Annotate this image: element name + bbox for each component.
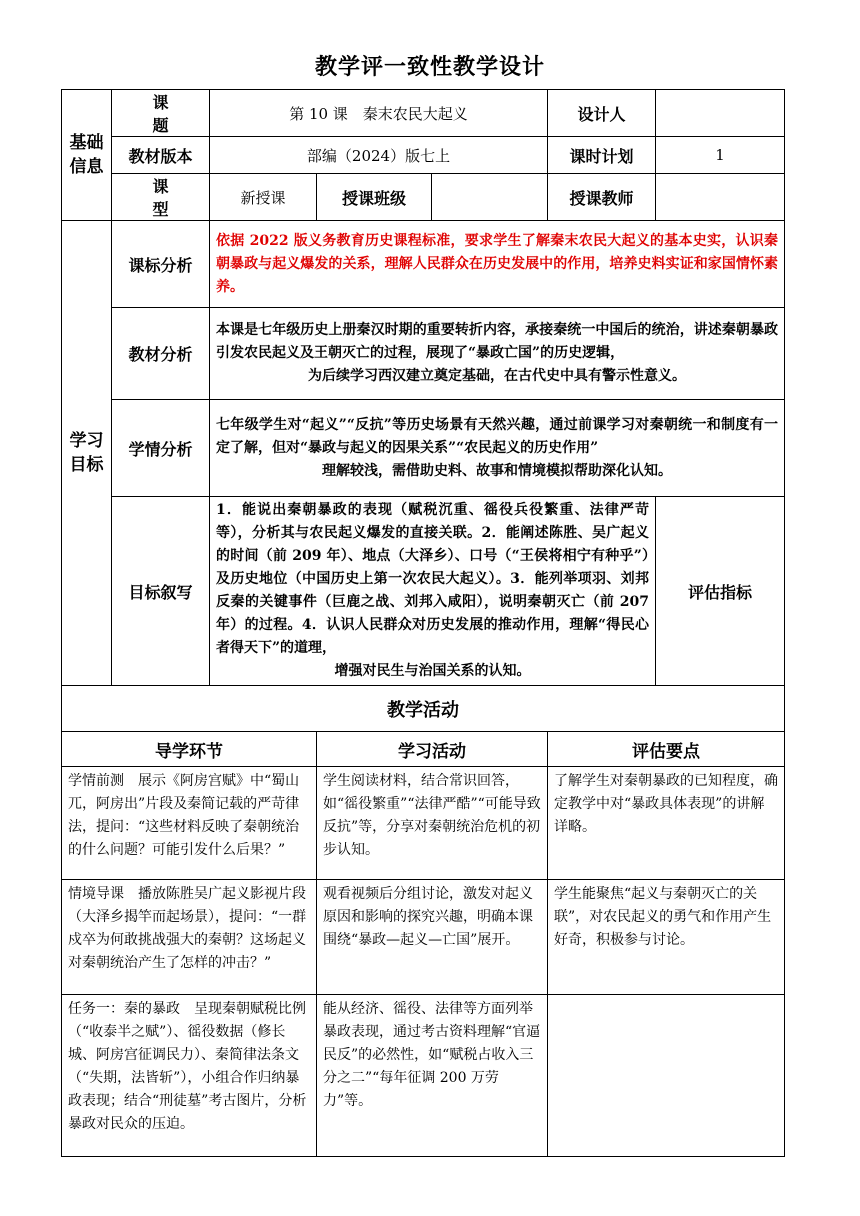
topic-label: 课题 bbox=[112, 90, 210, 137]
textbook-analysis-label: 教材分析 bbox=[112, 308, 210, 400]
basic-info-label bbox=[62, 90, 112, 221]
class-value bbox=[432, 174, 548, 221]
teaching-activities-title: 教学活动 bbox=[62, 686, 785, 732]
teacher-value bbox=[656, 174, 785, 221]
class-label: 授课班级 bbox=[317, 174, 432, 221]
student-analysis-text: 七年级学生对“起义”“反抗”等历史场景有天然兴趣，通过前课学习对秦朝统一和制度有一定了解，但对“暴政与起义的因果关系”“农民起义的历史作用” bbox=[216, 416, 778, 456]
textbook-analysis-text-end: 为后续学习西汉建立奠定基础，在古代史中具有警示性意义。 bbox=[308, 368, 686, 384]
learning-goals-label-line2: 目标 bbox=[69, 455, 104, 475]
objective-cell bbox=[210, 497, 656, 686]
edition-value: 部编（2024）版七上 bbox=[210, 137, 548, 174]
objective-text: 1．能说出秦朝暴政的表现（赋税沉重、徭役兵役繁重、法律严苛等），分析其与农民起义爆发的直接关联。2．能阐述陈胜、吴广起义的时间（前 209 年）、地点（大泽乡）、口号（“王侯将相宁有种乎”）及历史地位（中国历史上第一次农民大起义）。3．能列举项羽、刘邦反秦的关键事件（巨鹿之战、刘邦入咸阳），说明秦朝灭亡（前 207 年）的过程。4．认识人民群众对历史发展的推动作用，理解“得民心者得天下”的道理， bbox=[216, 502, 649, 656]
edition-label: 教材版本 bbox=[112, 137, 210, 174]
activity-row bbox=[62, 767, 785, 880]
assessment-cell: 学生能聚焦“起义与秦朝灭亡的关联”，对农民起义的勇气和作用产生好奇，积极参与讨论。 bbox=[548, 880, 785, 995]
assessment-cell: 了解学生对秦朝暴政的已知程度，确定教学中对“暴政具体表现”的讲解详略。 bbox=[548, 767, 785, 880]
teacher-label: 授课教师 bbox=[548, 174, 656, 221]
basic-info-label-line1: 基础 bbox=[69, 133, 104, 153]
student-analysis-text-end: 理解较浅，需借助史料、故事和情境模拟帮助深化认知。 bbox=[322, 462, 672, 479]
activity-cell: 观看视频后分组讨论，激发对起义原因和影响的探究兴趣，明确本课围绕“暴政—起义—亡国”展开。 bbox=[317, 880, 548, 995]
textbook-analysis-text: 本课是七年级历史上册秦汉时期的重要转折内容，承接秦统一中国后的统治，讲述秦朝暴政引发农民起义及王朝灭亡的过程，展现了“暴政亡国”的历史逻辑， bbox=[216, 322, 778, 361]
standard-analysis-text: 依据 2022 版义务教育历史课程标准，要求学生了解秦末农民大起义的基本史实，认识秦朝暴政与起义爆发的关系，理解人民群众在历史发展中的作用，培养史料实证和家国情怀素养。 bbox=[210, 221, 785, 308]
standard-analysis-label: 课标分析 bbox=[112, 221, 210, 308]
objective-text-end: 增强对民生与治国关系的认知。 bbox=[334, 663, 531, 679]
learning-goals-label bbox=[62, 221, 112, 686]
learning-goals-label-line1: 学习 bbox=[69, 431, 104, 451]
guide-cell: 学情前测 展示《阿房宫赋》中“蜀山兀，阿房出”片段及秦简记载的严苛律法，提问：“这些材料反映了秦朝统治的什么问题？可能引发什么后果？” bbox=[62, 767, 317, 880]
guide-cell: 任务一：秦的暴政 呈现秦朝赋税比例（“收泰半之赋”）、徭役数据（修长城、阿房宫征调民力）、秦简律法条文（“失期，法皆斩”），小组合作归纳暴政表现；结合“刑徒墓”考古图片，分析暴政对民众的压迫。 bbox=[62, 995, 317, 1157]
student-analysis-cell bbox=[210, 400, 785, 497]
type-label: 课型 bbox=[112, 174, 210, 221]
objective-label: 目标叙写 bbox=[112, 497, 210, 686]
assessment-cell bbox=[548, 995, 785, 1157]
type-value: 新授课 bbox=[210, 174, 317, 221]
student-analysis-label: 学情分析 bbox=[112, 400, 210, 497]
evaluation-indicator-label: 评估指标 bbox=[656, 497, 785, 686]
topic-value: 第 10 课 秦末农民大起义 bbox=[210, 90, 548, 137]
plan-value: 1 bbox=[656, 137, 785, 174]
lesson-design-table bbox=[61, 89, 785, 1157]
header-guide: 导学环节 bbox=[62, 732, 317, 767]
designer-value bbox=[656, 90, 785, 137]
activity-cell: 学生阅读材料，结合常识回答，如“徭役繁重”“法律严酷”“可能导致反抗”等，分享对秦朝统治危机的初步认知。 bbox=[317, 767, 548, 880]
activity-row bbox=[62, 995, 785, 1157]
guide-cell: 情境导课 播放陈胜吴广起义影视片段（大泽乡揭竿而起场景），提问：“一群戍卒为何敢挑战强大的秦朝？这场起义对秦朝统治产生了怎样的冲击？” bbox=[62, 880, 317, 995]
textbook-analysis-cell bbox=[210, 308, 785, 400]
basic-info-label-line2: 信息 bbox=[69, 157, 104, 177]
header-assessment: 评估要点 bbox=[548, 732, 785, 767]
activity-cell: 能从经济、徭役、法律等方面列举暴政表现，通过考古资料理解“官逼民反”的必然性，如“赋税占收入三分之二”“每年征调 200 万劳力”等。 bbox=[317, 995, 548, 1157]
activity-row bbox=[62, 880, 785, 995]
plan-label: 课时计划 bbox=[548, 137, 656, 174]
header-activity: 学习活动 bbox=[317, 732, 548, 767]
document-title: 教学评一致性教学设计 bbox=[314, 54, 545, 80]
designer-label: 设计人 bbox=[548, 90, 656, 137]
